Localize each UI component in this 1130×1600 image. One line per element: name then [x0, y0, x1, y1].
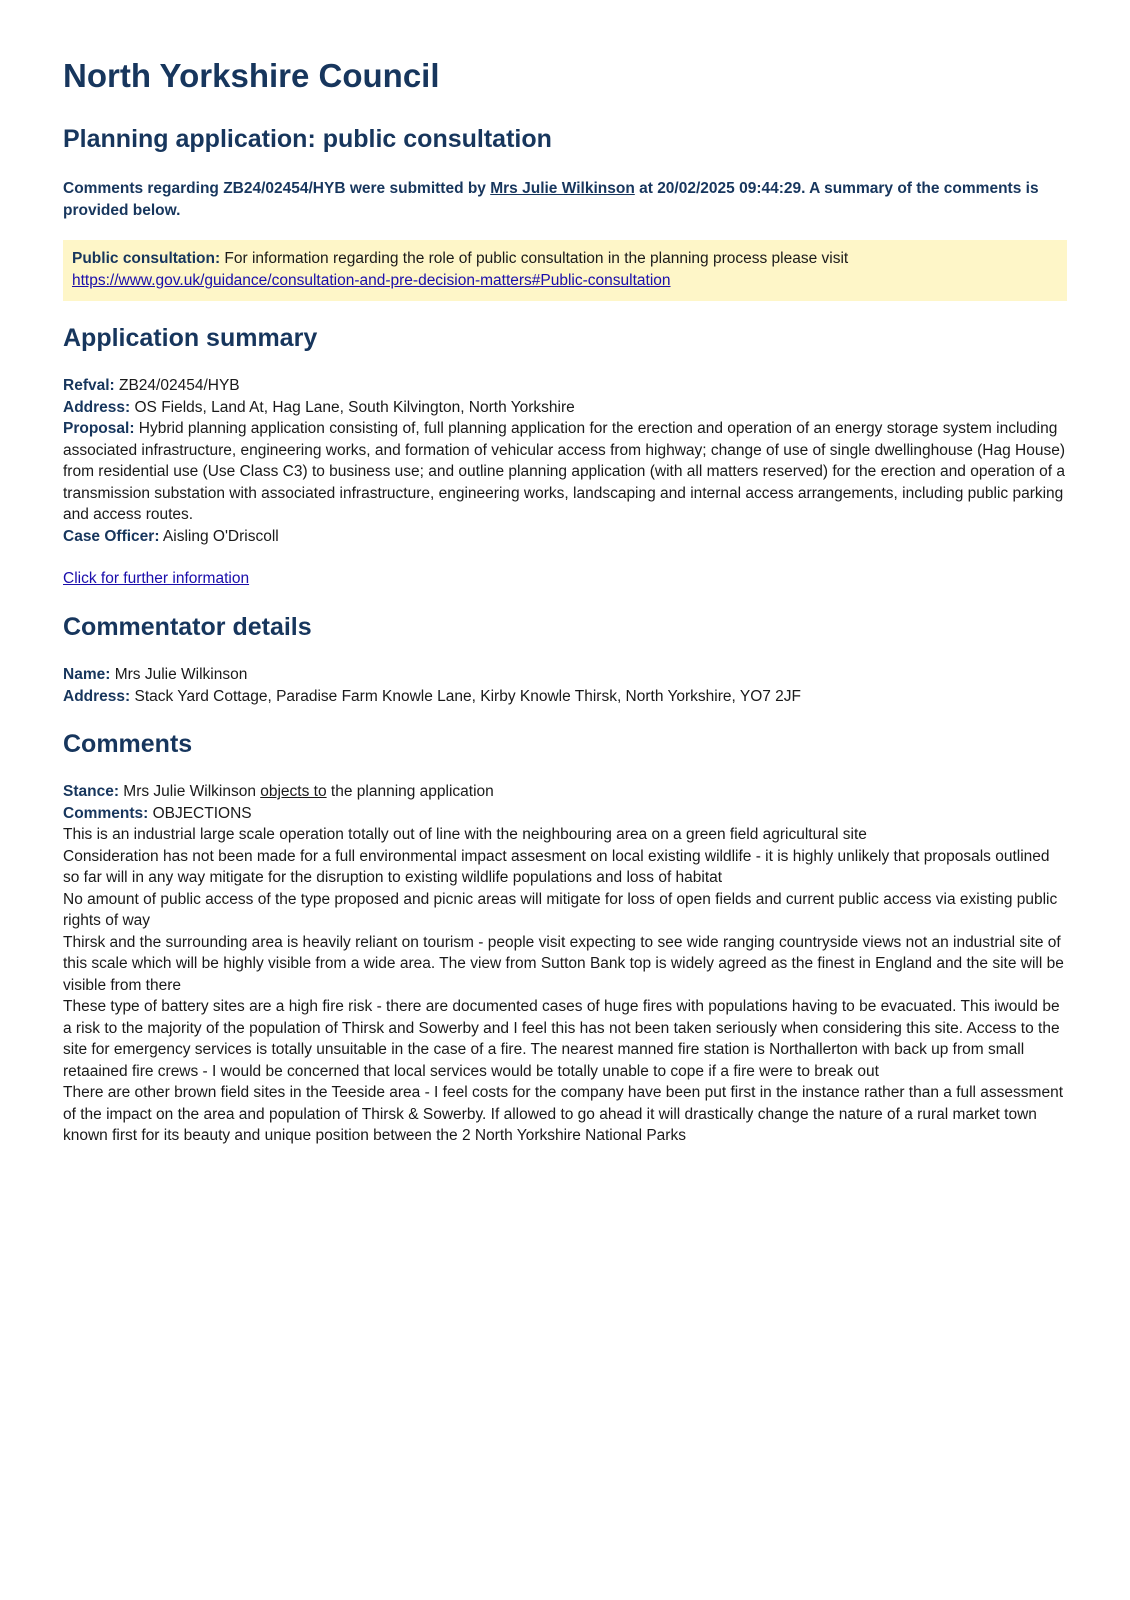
commentator-name-row: Name: Mrs Julie Wilkinson: [63, 666, 248, 683]
address-row: Address: OS Fields, Land At, Hag Lane, South Kilvington, North Yorkshire: [63, 398, 575, 416]
stance-row: Stance: Mrs Julie Wilkinson objects to the planning application: [63, 783, 494, 800]
comment-paragraph: There are other brown field sites in the Teeside area - I feel costs for the company have been put first in the instance rather than a full assessment of the impact on the area and population of Thirsk & Sowerby. If allowed to go ahead it will drastically change the nature of a rural market town known first for its beauty and unique position between the 2 North Yorkshire National Parks: [63, 1084, 1064, 1144]
commentator-address-row: Address: Stack Yard Cottage, Paradise Farm Knowle Lane, Kirby Knowle Thirsk, North Yorkshire, YO7 2JF: [63, 687, 802, 705]
submission-intro: [63, 178, 1067, 222]
consultation-guidance-link[interactable]: https://www.gov.uk/guidance/consultation-and-pre-decision-matters#Public-consultation: [72, 272, 671, 289]
case-officer-row: Case Officer: Aisling O'Driscoll: [63, 527, 279, 545]
application-summary-heading: Application summary: [63, 324, 318, 352]
public-consultation-notice: [63, 240, 1067, 301]
refval-row: Refval: ZB24/02454/HYB: [63, 377, 240, 394]
submitter-link[interactable]: Mrs Julie Wilkinson: [490, 180, 635, 197]
page-subtitle: Planning application: public consultation: [63, 125, 552, 153]
comments-row: Comments: OBJECTIONS: [63, 804, 252, 822]
comments-section: [63, 781, 1067, 1147]
intro-prefix: Comments regarding ZB24/02454/HYB were submitted by: [63, 180, 491, 197]
further-information-link[interactable]: Click for further information: [63, 570, 250, 587]
application-summary: [63, 375, 1067, 547]
stance-objects-to: objects to: [260, 783, 327, 800]
notice-text: For information regarding the role of public consultation in the planning process please visit: [220, 250, 849, 267]
comment-paragraph: Thirsk and the surrounding area is heavily reliant on tourism - people visit expecting to see wide ranging countryside views not an industrial site of this scale which will be highly visible from a wide area. The view from Sutton Bank top is widely agreed as the finest in England and the site will be visible from there: [63, 933, 1064, 994]
comment-paragraph: This is an industrial large scale operation totally out of line with the neighbouring area on a green field agricultural site: [63, 826, 867, 843]
intro-suffix: at 20/02/2025 09:44:29. A summary of the comments is provided below.: [63, 180, 1039, 219]
further-info: [63, 568, 1067, 590]
commentator-details-heading: Commentator details: [63, 613, 312, 641]
comments-heading: Comments: [63, 730, 193, 758]
comment-paragraph: These type of battery sites are a high fire risk - there are documented cases of huge fires with populations having to be evacuated. This iwould be a risk to the majority of the population of Thirsk and Sowerby and I feel this has not been taken seriously when considering this site. Access to the site for emergency services is totally unsuitable in the case of a fire. The nearest manned fire station is Northallerton with back up from small retaained fire crews - I would be concerned that local services would be totally unable to cope if a fire were to break out: [63, 998, 1060, 1080]
council-title: North Yorkshire Council: [63, 57, 440, 94]
comment-paragraph: No amount of public access of the type proposed and picnic areas will mitigate for loss of open fields and current public access via existing public rights of way: [63, 890, 1058, 929]
comment-paragraph: Consideration has not been made for a full environmental impact assesment on local existing wildlife - it is highly unlikely that proposals outlined so far will in any way mitigate for the disruption to existing wildlife populations and loss of habitat: [63, 847, 1050, 886]
commentator-details: [63, 664, 1067, 707]
proposal-row: Proposal: Hybrid planning application consisting of, full planning application for the erection and operation of an energy storage system including associated infrastructure, engineering works, and formation of vehicular access from highway; change of use of single dwellinghouse (Hag House) from residential use (Use Class C3) to business use; and outline planning application (with all matters reserved) for the erection and operation of a transmission substation with associated infrastructure, engineering works, landscaping and internal access arrangements, including public parking and access routes.: [63, 420, 1066, 523]
notice-label: Public consultation:: [72, 250, 221, 267]
